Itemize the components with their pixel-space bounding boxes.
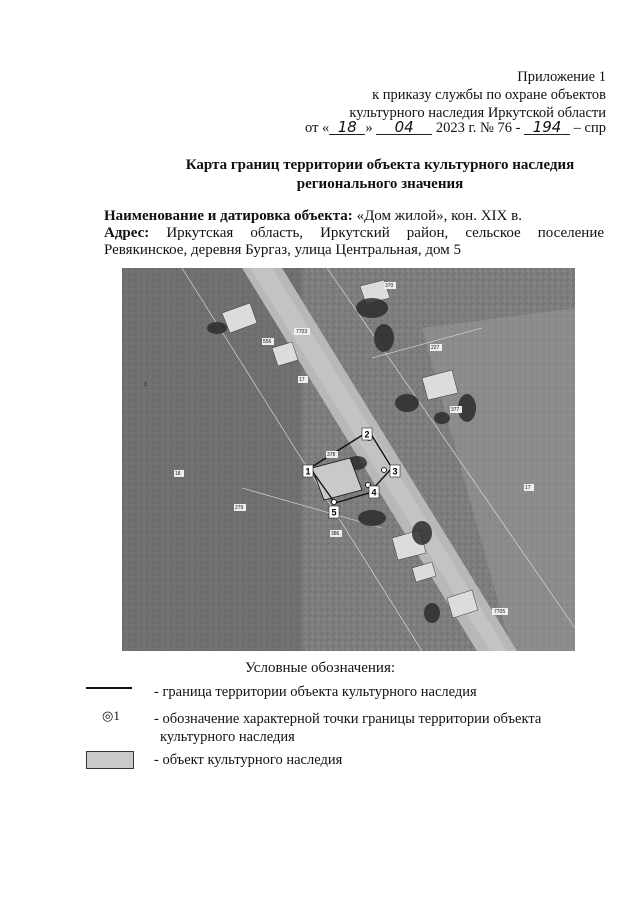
object-address-line-2: Ревякинское, деревня Бургаз, улица Центральная, дом 5	[104, 242, 461, 258]
annex-order-line	[305, 119, 606, 137]
parcel-label: 17	[299, 377, 305, 383]
annex-day: 18	[329, 120, 365, 135]
svg-text:1: 1	[305, 466, 311, 477]
parcel-label: 378	[327, 452, 336, 458]
parcel-label: 386	[331, 531, 340, 537]
page-title-line-2: регионального значения	[296, 176, 464, 192]
annex-line-1: Приложение 1	[517, 69, 606, 85]
svg-text:3: 3	[392, 466, 398, 477]
parcel-label: 7703	[296, 329, 308, 335]
boundary-point-1	[303, 465, 313, 477]
parcel-label: 556	[263, 339, 272, 345]
boundary-map	[122, 268, 575, 651]
boundary-line-symbol	[86, 687, 132, 689]
parcel-label: 7705	[494, 609, 506, 615]
object-name-value: «Дом жилой», кон. XIX в.	[356, 208, 522, 224]
boundary-point-2	[362, 428, 372, 441]
annex-month: 04	[376, 120, 432, 135]
legend-item-boundary: - граница территории объекта культурного наследия	[154, 684, 477, 700]
annex-mid: »	[365, 120, 373, 136]
parcel-label: 18	[175, 471, 181, 477]
legend-title: Условные обозначения:	[244, 660, 396, 676]
legend-item-point: - обозначение характерной точки границы территории объекта	[154, 711, 542, 727]
legend-item-point-cont: культурного наследия	[160, 729, 295, 745]
annex-line-2: к приказу службы по охране объектов	[372, 87, 606, 103]
heritage-object-swatch	[86, 751, 134, 769]
object-address	[104, 225, 604, 242]
legend-item-object: - объект культурного наследия	[154, 752, 343, 768]
parcel-label: 377	[451, 407, 460, 413]
object-name	[104, 208, 604, 225]
annex-number: 194	[524, 120, 570, 135]
parcel-label: 17	[525, 485, 531, 491]
annex-line-3: культурного наследия Иркутской области	[349, 105, 606, 121]
map-image	[122, 268, 575, 651]
object-name-label: Наименование и датировка объекта:	[104, 208, 353, 224]
boundary-point-symbol: ◎1	[102, 708, 120, 723]
svg-text:2: 2	[364, 429, 370, 440]
annex-suffix: – спр	[573, 120, 606, 136]
object-address-line-1: Иркутская область, Иркутский район, сельское поселение	[166, 225, 605, 241]
parcel-label: 279	[235, 505, 244, 511]
parcel-label: 227	[431, 345, 440, 351]
annex-prefix: от «	[305, 120, 330, 136]
svg-text:4: 4	[371, 487, 377, 498]
parcel-label: 3	[144, 382, 147, 388]
object-address-label: Адрес:	[104, 225, 150, 241]
parcel-label: 370	[385, 283, 394, 289]
annex-year: 2023 г. № 76 -	[435, 120, 521, 136]
page-title-line-1: Карта границ территории объекта культурного наследия	[185, 157, 575, 173]
svg-text:5: 5	[331, 507, 337, 518]
